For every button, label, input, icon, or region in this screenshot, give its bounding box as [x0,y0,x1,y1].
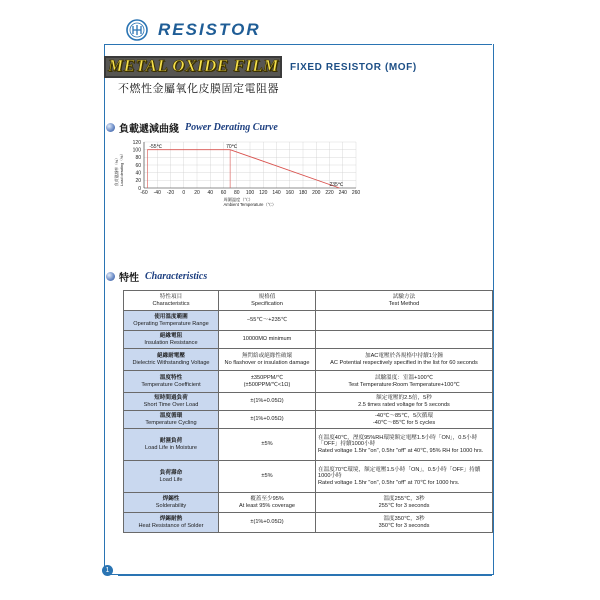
characteristic-zh: 耐濕負荷 [159,437,183,444]
characteristic-zh: 溫度特性 [159,374,183,381]
specification-zh: 無閃絡或絕緣性破壞 [241,352,293,359]
characteristic-cell [124,493,219,513]
specification-zh: 覆蓋至少95% [250,495,284,502]
table-row [124,311,493,331]
test-method-zh: 溫度350℃，3秒 [383,515,425,522]
x-tick-label: 120 [259,190,268,196]
x-tick-label: 0 [182,190,186,196]
test-method-en: 255℃ for 3 seconds [378,502,430,509]
annotation-end: 235℃ [329,182,344,188]
y-tick-label: 60 [135,162,141,169]
characteristic-en: Short Time Over Load [143,401,199,408]
characteristic-en: Load Life [159,476,183,483]
test-method-cell [316,393,493,411]
product-banner: METAL OXIDE FILM [108,56,279,75]
table-row [124,349,493,371]
bullet-icon [106,123,115,132]
test-method-cell [316,371,493,393]
specification-en: (±500PPM/℃<1Ω) [243,381,291,388]
characteristic-en: Temperature Cycling [145,419,197,426]
y-tick-label: 80 [135,155,141,162]
test-method-zh: 在溫度70℃環境，額定電壓1.5小時「ON」，0.5小時「OFF」持續1000小時 [318,466,481,480]
characteristics-title-zh: 特性 [119,273,139,284]
x-tick-label: 180 [298,190,308,196]
specification-zh: ±5% [261,441,273,448]
table-row [124,513,493,533]
specification-cell [219,513,316,533]
specification-cell [219,349,316,371]
x-tick-label: 220 [325,190,334,196]
characteristic-zh: 焊錫性 [162,495,180,502]
header-test-method [316,291,493,311]
characteristic-cell [124,311,219,331]
table-header-row [124,291,493,311]
y-tick-label: 0 [138,185,141,192]
derating-series-line [147,150,339,188]
test-method-en: 350℃ for 3 seconds [378,522,430,529]
characteristic-zh: 絕緣電阻 [159,332,183,339]
characteristic-cell [124,513,219,533]
test-method-cell [316,493,493,513]
x-tick-label: -40 [153,190,161,196]
characteristic-en: Dielectric Withstanding Voltage [132,359,210,366]
characteristic-en: Operating Temperature Range [133,320,209,327]
test-method-cell [316,461,493,493]
characteristic-en: Solderability [155,502,187,509]
x-tick-label: 160 [285,190,294,196]
x-tick-label: -20 [166,190,175,196]
characteristic-cell [124,349,219,371]
annotation-start: -55℃ [149,144,163,151]
test-method-zh: -40℃～85℃，5次循環 [375,412,433,419]
y-axis-label-en: Load derating（%） [120,151,124,186]
characteristics-table [123,290,493,533]
specification-zh: ±(1%+0.05Ω) [250,416,284,423]
y-tick-label: 40 [135,170,141,177]
header-zh: 特性項目 [159,293,183,300]
test-method-en: Test Temperature:Room Temperature+100℃ [348,381,460,388]
specification-cell [219,429,316,461]
header-characteristics [124,291,219,311]
specification-zh: 10000MΩ minimum [242,336,292,343]
specification-cell [219,331,316,349]
table-row [124,331,493,349]
power-derating-chart [104,138,374,218]
derating-title-zh: 負載遞減曲綫 [119,124,179,135]
characteristics-title-en: Characteristics [145,271,208,282]
table-row [124,461,493,493]
characteristic-zh: 使用溫度範圍 [154,313,188,320]
specification-zh: ±350PPM/℃ [250,374,284,381]
y-tick-label: 120 [132,139,141,146]
table-row [124,411,493,429]
specification-cell [219,371,316,393]
characteristic-zh: 溫度循環 [159,412,183,419]
characteristic-cell [124,371,219,393]
test-method-cell [316,513,493,533]
x-axis-label-zh: 周圍溫度（℃） [223,197,253,202]
characteristic-cell [124,411,219,429]
table-row [124,371,493,393]
table-row [124,393,493,411]
specification-en: At least 95% coverage [239,502,295,509]
frame-bottom-rule [118,574,492,576]
y-axis-label-zh: 負荷遞減率（%） [115,156,119,186]
test-method-zh: 溫度255℃，3秒 [383,495,425,502]
specification-zh: ±(1%+0.05Ω) [250,519,284,526]
characteristic-cell [124,331,219,349]
x-tick-label: 100 [245,190,255,196]
test-method-en: -40℃～85℃ for 5 cycles [372,419,436,426]
header-zh: 規格值 [258,293,276,300]
derating-section-heading [106,120,278,135]
x-tick-label: 20 [194,190,200,196]
test-method-zh: 在溫度40℃，溼度95%RH環境額定電壓1.5小時「ON」，0.5小時「OFF」持續1000小時 [318,434,478,448]
test-method-cell [316,429,493,461]
y-tick-label: 20 [135,178,141,185]
page-number: 1 [102,565,113,576]
x-tick-label: 60 [220,190,227,196]
y-tick-label: 100 [132,147,141,154]
test-method-zh: 試驗溫度：室溫+100℃ [374,374,434,381]
specification-zh: ±5% [261,473,273,480]
header-zh: 試驗方法 [392,293,416,300]
test-method-cell [316,349,493,371]
characteristic-cell [124,429,219,461]
x-tick-label: -60 [140,190,148,196]
x-tick-label: 40 [207,190,214,196]
specification-en: No flashover or insulation damage [224,359,310,366]
characteristic-zh: 焊錫耐熱 [159,515,183,522]
test-method-zh: 加AC電壓於各規格中持續1分鐘 [364,352,443,359]
header-en: Specification [251,300,283,307]
header-en: Characteristics [152,300,190,307]
product-title-zh: 不燃性金屬氧化皮膜固定電阻器 [118,83,279,95]
test-method-en: Rated voltage 1.5hr "on", 0.5hr "off" at 70℃ for 1000 hrs. [318,479,460,486]
specification-zh: −55℃～+235℃ [246,317,288,324]
test-method-zh: 額定電壓的2.5倍，5秒 [376,394,432,401]
header-specification [219,291,316,311]
x-axis-label-en: Ambient Temperature（℃） [223,202,277,207]
specification-cell [219,461,316,493]
characteristic-en: Temperature Coefficient [141,381,201,388]
test-method-cell [316,331,493,349]
test-method-en: 2.5 times rated voltage for 5 seconds [358,401,450,408]
specification-cell [219,393,316,411]
x-tick-label: 240 [338,190,347,196]
test-method-en: Rated voltage 1.5hr "on", 0.5hr "off" at 40℃, 95% RH for 1000 hrs. [318,447,484,454]
bullet-icon [106,272,115,281]
test-method-cell [316,311,493,331]
specification-zh: ±(1%+0.05Ω) [250,398,284,405]
frame-top-rule [104,44,492,45]
characteristic-zh: 負荷壽命 [159,469,183,476]
x-tick-label: 80 [233,190,240,196]
test-method-en: AC Potential respectively specified in the list for 60 seconds [330,359,478,366]
characteristics-section-heading [106,269,207,284]
x-tick-label: 200 [312,190,321,196]
derating-title-en: Power Derating Curve [185,122,278,133]
table-row [124,493,493,513]
characteristic-en: Heat Resistance of Solder [138,522,204,529]
characteristic-cell [124,461,219,493]
header-en: Test Method [388,300,420,307]
brand-title: RESISTOR [158,20,261,39]
specification-cell [219,311,316,331]
characteristic-en: Insulation Resistance [144,339,198,346]
x-tick-label: 260 [351,190,361,196]
table-row [124,429,493,461]
annotation-knee: 70℃ [226,144,238,151]
specification-cell [219,411,316,429]
x-tick-label: 140 [272,190,281,196]
characteristic-cell [124,393,219,411]
characteristic-zh: 短時間過負荷 [154,394,188,401]
product-title: FIXED RESISTOR (MOF) [290,62,417,73]
company-logo-icon [126,19,148,41]
characteristic-zh: 絕緣耐電壓 [157,352,185,359]
test-method-cell [316,411,493,429]
specification-cell [219,493,316,513]
characteristic-en: Load Life in Moisture [145,444,197,451]
